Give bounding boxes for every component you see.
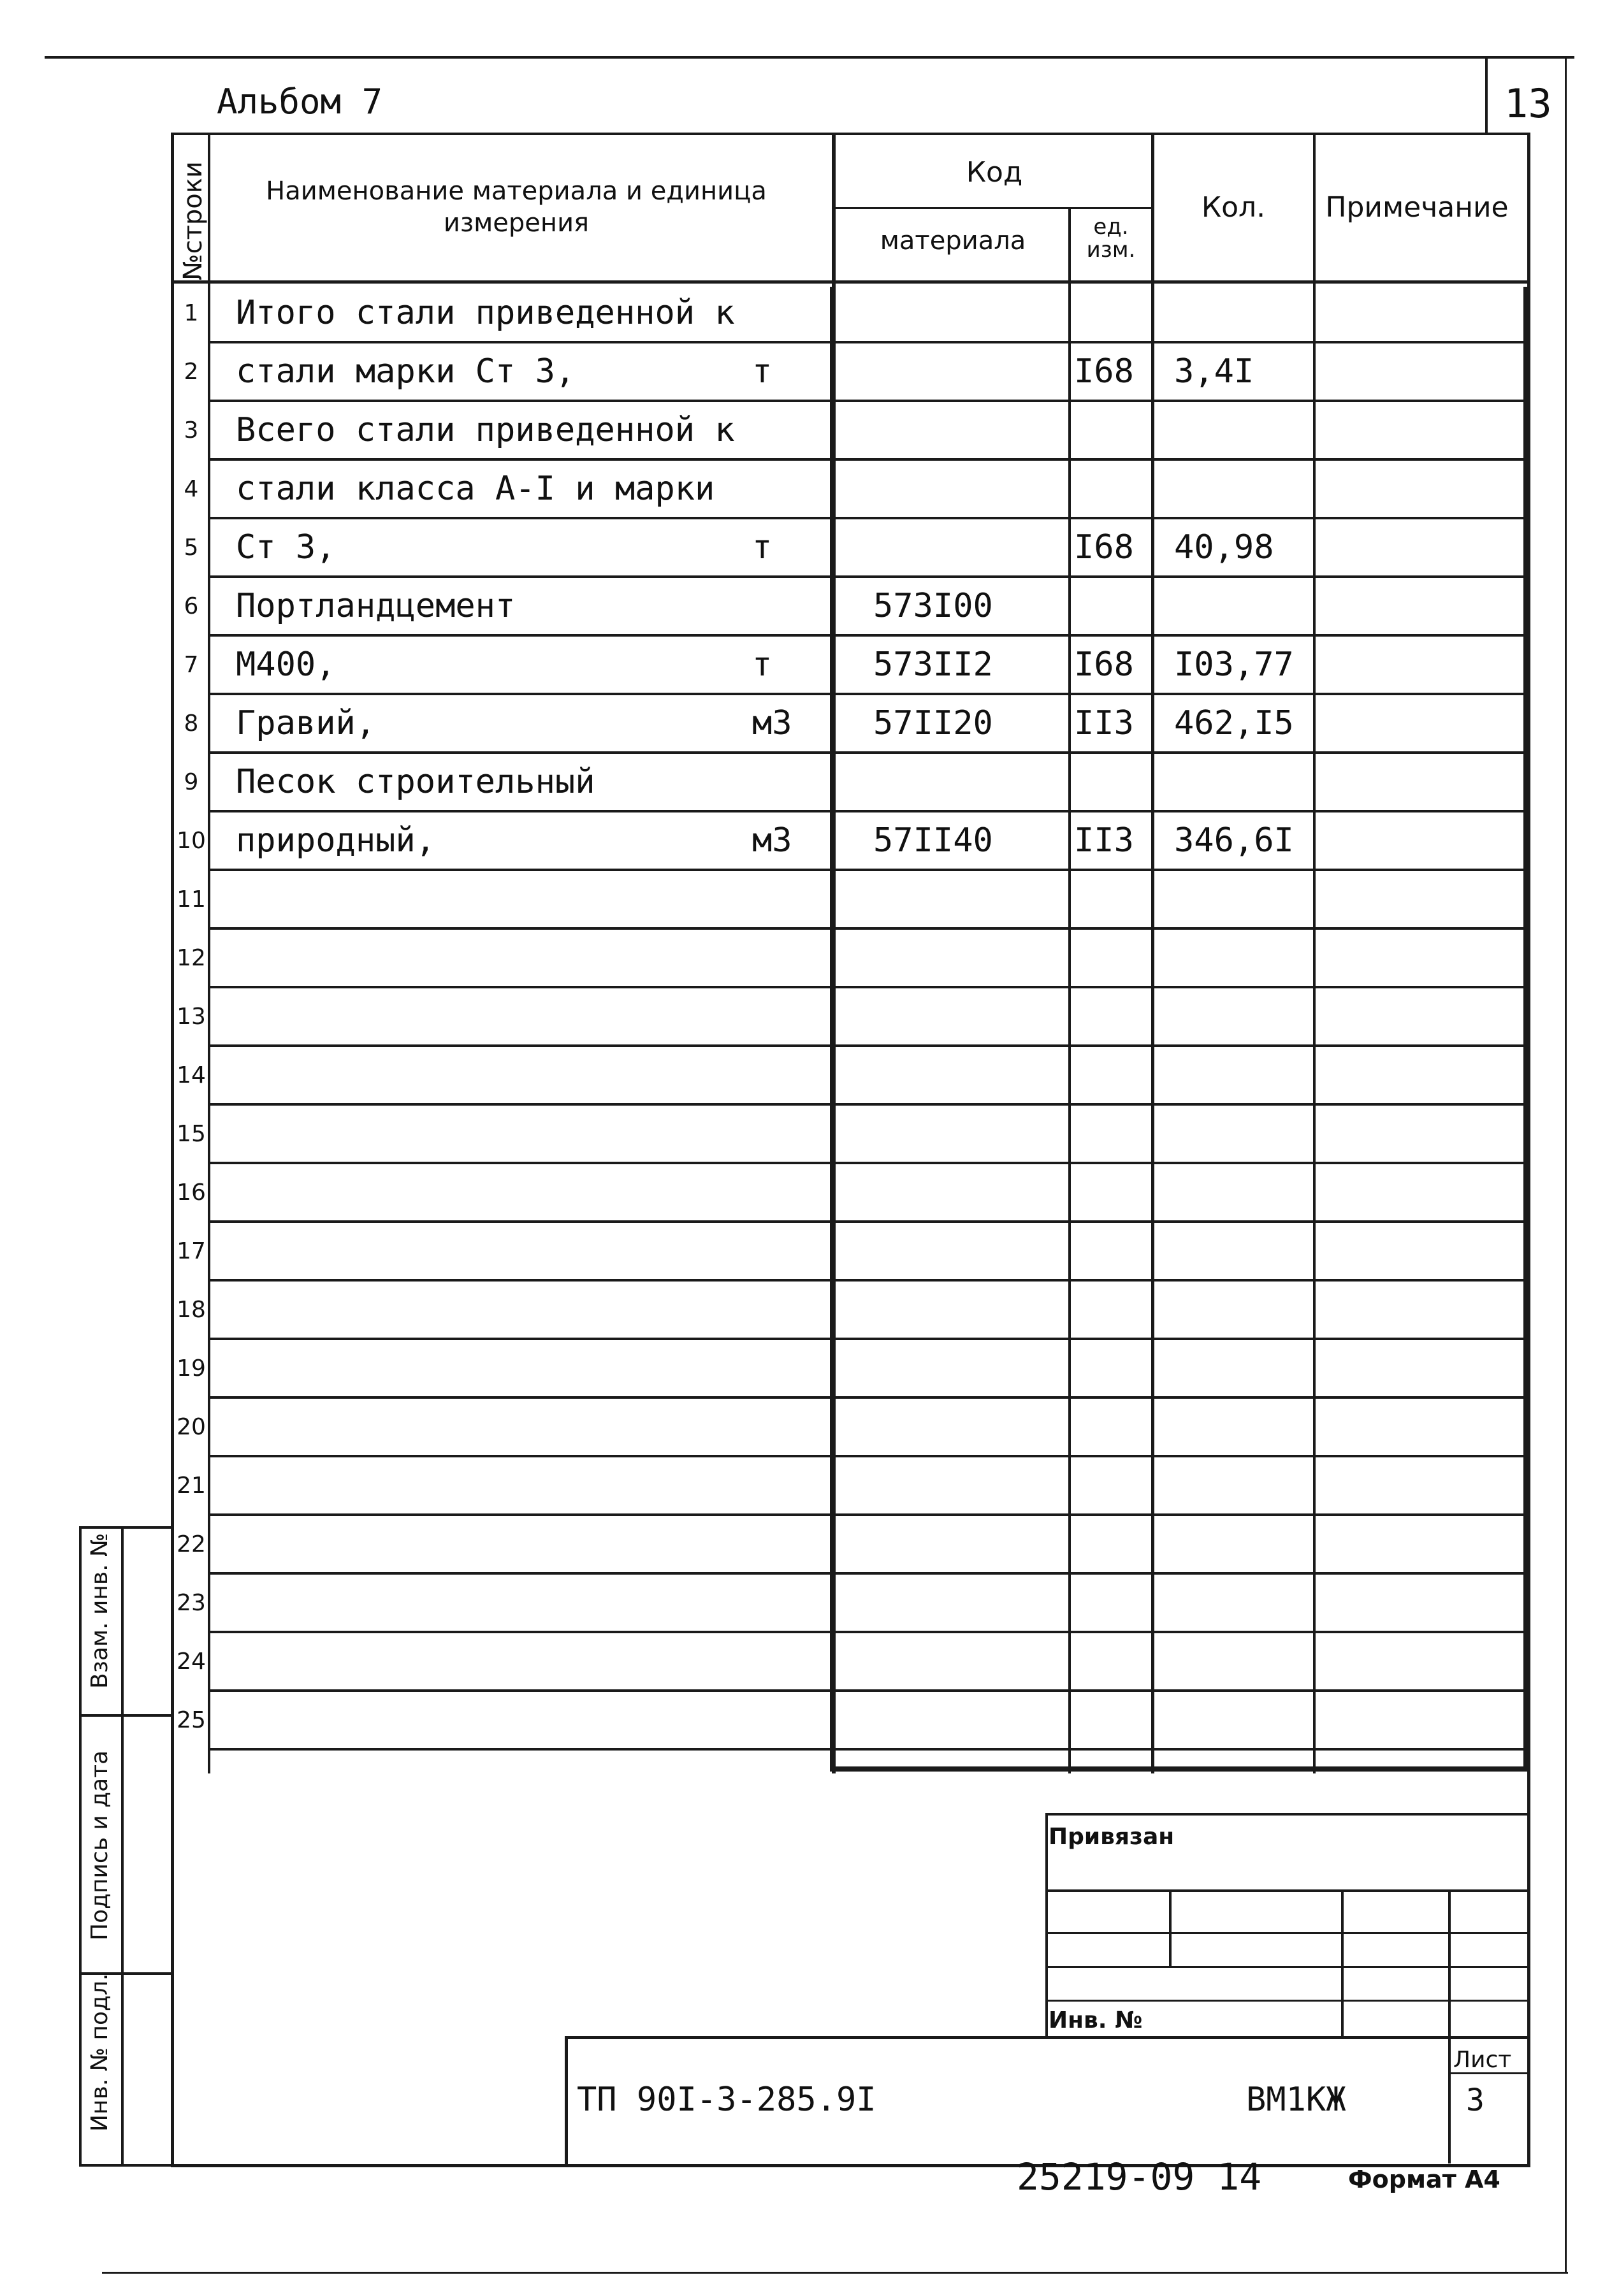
table-row <box>172 1163 1530 1222</box>
material-unit: т <box>752 646 773 684</box>
row-number: 9 <box>184 769 199 795</box>
unit-code: II3 <box>1074 704 1134 742</box>
row-number: 23 <box>177 1589 206 1616</box>
header-unit-code: ед. изм. <box>1086 214 1136 263</box>
row-number: 18 <box>177 1296 206 1323</box>
material-name: стали класса А-I и марки <box>236 470 715 508</box>
quantity: 3,4I <box>1174 352 1254 391</box>
row-number: 2 <box>184 358 199 385</box>
row-number: 20 <box>177 1413 206 1440</box>
row-number: 21 <box>177 1472 206 1499</box>
table-row <box>172 635 1530 694</box>
table-row <box>172 1046 1530 1104</box>
material-unit: м3 <box>752 704 792 742</box>
material-unit: т <box>752 528 773 567</box>
table-row <box>172 1222 1530 1280</box>
table-row <box>172 577 1530 635</box>
table-row <box>172 284 1530 342</box>
row-number: 19 <box>177 1355 206 1382</box>
material-name: М400, <box>236 646 336 684</box>
row-number: 1 <box>184 300 199 326</box>
material-code: 57II40 <box>873 821 993 860</box>
quantity: 346,6I <box>1174 821 1294 860</box>
material-name: Песок строительный <box>236 763 595 801</box>
row-number: 16 <box>177 1179 206 1206</box>
material-name: природный, <box>236 821 436 860</box>
row-number: 24 <box>177 1648 206 1675</box>
quantity: 462,I5 <box>1174 704 1294 742</box>
table-row <box>172 401 1530 459</box>
table-row <box>172 870 1530 928</box>
header-kod-split <box>836 207 1151 209</box>
row-number: 7 <box>184 651 199 678</box>
table-row <box>172 694 1530 753</box>
body-frame-bottom <box>830 1766 1528 1772</box>
quantity: I03,77 <box>1174 646 1294 684</box>
material-name: Ст 3, <box>236 528 336 567</box>
sheet-number: 3 <box>1466 2083 1485 2118</box>
table-row <box>172 928 1530 987</box>
row-number: 5 <box>184 534 199 561</box>
row-divider <box>208 1748 1528 1751</box>
header-material-code: материала <box>880 226 1026 256</box>
stamp-replaces-inv: Взам. инв. № <box>87 1533 113 1689</box>
row-number: 11 <box>177 886 206 913</box>
row-number: 13 <box>177 1003 206 1030</box>
sheet-label: Лист <box>1453 2047 1512 2073</box>
unit-code: I68 <box>1074 352 1134 391</box>
unit-code: I68 <box>1074 646 1134 684</box>
material-name: Всего стали приведенной к <box>236 411 735 449</box>
table-row <box>172 459 1530 518</box>
right-rule <box>1565 56 1567 2274</box>
table-row <box>172 342 1530 401</box>
table-row <box>172 518 1530 577</box>
material-unit: м3 <box>752 821 792 860</box>
row-number: 10 <box>177 827 206 854</box>
header-code: Код <box>966 156 1023 189</box>
album-label: Альбом 7 <box>217 82 383 122</box>
set-mark: ВМ1КЖ <box>1246 2081 1346 2119</box>
row-number: 3 <box>184 417 199 444</box>
table-row <box>172 1691 1530 1749</box>
header-material-name: Наименование материала и единица измерения <box>266 177 767 238</box>
header-note: Примечание <box>1325 191 1509 224</box>
table-row <box>172 1104 1530 1163</box>
inventory-number-label: Инв. № <box>1049 2007 1143 2033</box>
row-number: 8 <box>184 710 199 737</box>
archive-number: 25219-09 14 <box>1017 2155 1262 2199</box>
top-rule <box>45 56 1574 59</box>
row-number: 25 <box>177 1707 206 1733</box>
row-number: 15 <box>177 1120 206 1147</box>
row-number: 6 <box>184 593 199 619</box>
row-number: 12 <box>177 944 206 971</box>
header-quantity: Кол. <box>1201 191 1266 224</box>
row-number: 14 <box>177 1062 206 1088</box>
paper-format: Формат А4 <box>1348 2165 1500 2193</box>
material-code: 57II20 <box>873 704 993 742</box>
table-row <box>172 811 1530 870</box>
quantity: 40,98 <box>1174 528 1274 567</box>
page-number: 13 <box>1504 80 1552 127</box>
stamp-orig-inv: Инв. № подл. <box>87 1973 113 2132</box>
row-number: 17 <box>177 1238 206 1264</box>
table-row <box>172 987 1530 1046</box>
material-name: стали марки Ст 3, <box>236 352 576 391</box>
stamp-signature-date: Подпись и дата <box>87 1750 113 1940</box>
table-row <box>172 1456 1530 1515</box>
table-row <box>172 1339 1530 1397</box>
row-number: 4 <box>184 475 199 502</box>
material-name: Гравий, <box>236 704 376 742</box>
table-row <box>172 1397 1530 1456</box>
table-row <box>172 1280 1530 1339</box>
document-code: ТП 90I-3-285.9I <box>577 2081 876 2119</box>
material-name: Итого стали приведенной к <box>236 294 735 332</box>
table-row <box>172 1515 1530 1573</box>
bottom-rule <box>102 2272 1568 2274</box>
table-row <box>172 753 1530 811</box>
row-number: 22 <box>177 1531 206 1557</box>
material-code: 573I00 <box>873 587 993 625</box>
privyazan-label: Привязан <box>1049 1824 1175 1850</box>
material-unit: т <box>752 352 773 391</box>
table-row <box>172 1632 1530 1691</box>
page-number-divider <box>1485 56 1488 133</box>
material-code: 573II2 <box>873 646 993 684</box>
material-name: Портландцемент <box>236 587 516 625</box>
unit-code: I68 <box>1074 528 1134 567</box>
header-row-number: №строки <box>178 161 208 280</box>
header-top-line <box>171 133 1530 135</box>
unit-code: II3 <box>1074 821 1134 860</box>
table-row <box>172 1573 1530 1632</box>
